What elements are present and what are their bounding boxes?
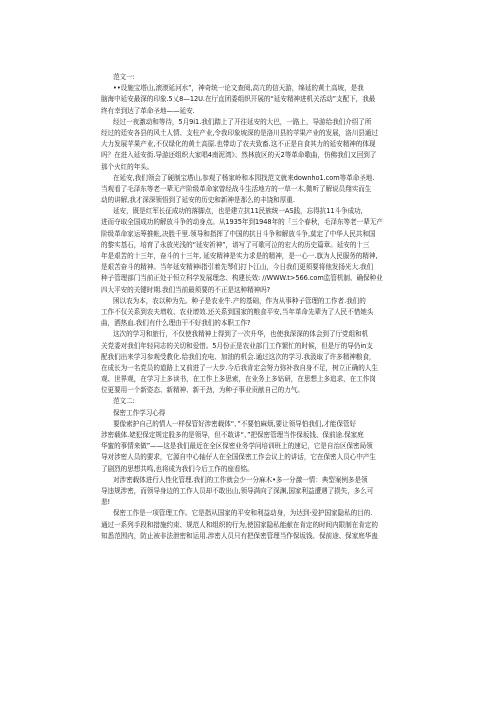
text-line: 大力发展苹果产业,不仅绿化的黄土高原.也带动了农夫致畜.这不正是自食其力的延安精神的体现 <box>101 140 376 149</box>
text-line: 是艰苦奋斗的精神。当年延安精神i指引着先琴们打卜江山，今日我们更须要将他发扬光大.我们 <box>101 263 374 272</box>
text-line: 延安，既是红军长征成功的落脚点，也是建立抗11民族统一AS践，忘得抗11斗争成功, <box>113 207 363 216</box>
text-line: 悲! <box>101 498 111 507</box>
text-line: 通过一系列手段和措施约束、规范人和组织的行为,使国家隐私能献在肯定的时间内限制在肯定的 <box>101 520 378 529</box>
text-line: 导对涉密人员的要求，它源自中心轴仔人在全国保密工作会议上的讲话，它在保密人员心中产生 <box>101 453 376 462</box>
text-line: 年是艰苦的十三年，奋斗的十三年, 延安精神是实力求是的精神，是一心一.旗为人民服务的精神, <box>101 252 378 260</box>
text-line: 保密工作学习心得 <box>113 408 166 417</box>
text-line: 终有幸到达了革命圣地——延安. <box>101 106 195 115</box>
text-line: 四大平安的关键时期.我们当前最须要的不正是这种精神吗? <box>101 285 271 294</box>
text-line: 知悉范围内，防止被非法泄密和运用.涉密人员只有把保密管理当作保坂钱、保前途、保家庭华蛊 <box>101 531 378 540</box>
text-line: 脑海中延安最深的印象.5乂8—12U.在厅直团委组织开展的“延安精神进机关活动”支配下，我最 <box>101 95 376 104</box>
text-line: 要像索护自己的情人一样保管好涉密载体“、”不要怕麻烦,要让领导怕我们,才能保管好 <box>113 419 357 428</box>
text-line: 阶级革命家运筹推帐,决胜千里.领导和指挥了中国的抗日斗争和解放斗争,莫定了中华人民共和国 <box>101 229 376 238</box>
text-line: 的黎实基石，培育了永放光浅的“延安祈神”，谱写了可歌可泣的宏大的历史篇章。延安的十三 <box>101 240 370 249</box>
text-line: 配我们出来学习参观受教化.给我们充电、加油的机会.通过这次的学习.我汲取了许多精神粮食， <box>101 352 376 361</box>
text-line: 关党委对我们年轻同志的关切和爱惜。5月份正是农业部门工作繁忙的时候，但是厅的导仍in支 <box>101 341 373 350</box>
text-line: 导违规涉密，而领导身边的工作人员却不敢出山,领导满向了深渊,国家利益遭遇了损失，多么可 <box>101 486 374 495</box>
text-line: 对涉密载体进行人性化管理.我们的工作就会少一分麻木•多一分激一情：典型案例多是领 <box>113 475 368 484</box>
text-line: ••设施宝塔山,滚滚延河水”，神奇统一论文查阅,高亢的信天游，绵延的黄土高坡，是我 <box>113 84 364 93</box>
text-line: 曲，洒热血.我们有什么理由干不好我们的本职工作? <box>101 319 251 328</box>
text-line: 范文一: <box>113 73 135 81</box>
text-line: 种子管理部门当前正处于恒立科学发展理念、构建长效: //WWW.t>566.com监管机制、确保种业 <box>101 274 383 283</box>
text-line: 困以农为本，农以种为先。种子是农业牛.产的基础，作为从事种子管理的工作者.我们的 <box>113 296 366 305</box>
text-line: 了剧烈的思想共鸣,也将成为我们今后工作的座看铭。 <box>101 464 254 473</box>
text-line: 这次的学习和旅行，不仅使我精神上得到了一次升华，也使我深深的体会到了厅党组和机 <box>113 330 369 339</box>
text-line: 经过一夜激动和等待，5月9i1.我们踏上了开往延安的大巴，一路上，导游给我们介绍了所 <box>113 117 372 126</box>
text-line: 那个火红的年头。 <box>101 162 154 171</box>
text-line: 华蜜的事情来做”——这是我们最近在全区保密业务学问培训班上的速记，它是自治区保密局领 <box>101 442 373 451</box>
text-line: 工作不仅关系到农夫增收、农业增效.还关系到国家的粮食平安,当年革命先辈为了人民不惜她头 <box>101 307 374 316</box>
text-line: 范文二: <box>113 397 135 406</box>
text-line: 进而夺取全国成功的解放斗争的动身点。从1935年到1948年的「三个春秋，毛泽东等老一辈无产 <box>101 218 383 227</box>
text-line: 在延安,我们领会了硬制宝塔山,参观了杨家岭和本园找范文就来downho1.com等革命圣地. <box>113 173 375 182</box>
text-line: 位更要用一个新姿态、新精神、新干劲，为种子事业贡献自己的力气。 <box>101 386 304 395</box>
text-line: 吗？在进入延安街.导游还组织大家唱4南泥湾》、然林放区的天2等革命歌曲，仿佛我们又回到了 <box>101 151 377 160</box>
text-line: 观、世界观，在学习上多读书，在工作上多思索，在业务上多钻研，在思想上多追求，在工作岗 <box>101 375 376 384</box>
text-line: 经过的廷安各县的风土人情、支柱产业,令我印象坡深的是洛川县的苹果产业的发展，洛川县通过 <box>101 128 378 137</box>
text-line: 动的讲解,我才深深领悟到了延安的历史和新神是那么的丰饶和厚重. <box>101 196 295 205</box>
text-line: 在成长为一名党员的道路上又前进了一大步.今后我肯定会努力弥补我自身不足，树立正确的人生 <box>101 363 378 372</box>
text-line: 涉密载体.姥犯保定规定股多的是领导，但不敢讲“、”把保密管理当作保坂钱、保前途.保家庭 <box>101 431 364 439</box>
text-line: 当观看了毛泽东等老一辈无产阶级革命家曾经战斗生活地方的一草一木,微听了解说员翔实而生 <box>101 184 372 193</box>
document-page <box>101 72 401 542</box>
text-line: 保密工作是一项管理工作。它是指从国家的平安和利益动身，为达到·爱护国家隐私的目的. <box>113 509 373 518</box>
